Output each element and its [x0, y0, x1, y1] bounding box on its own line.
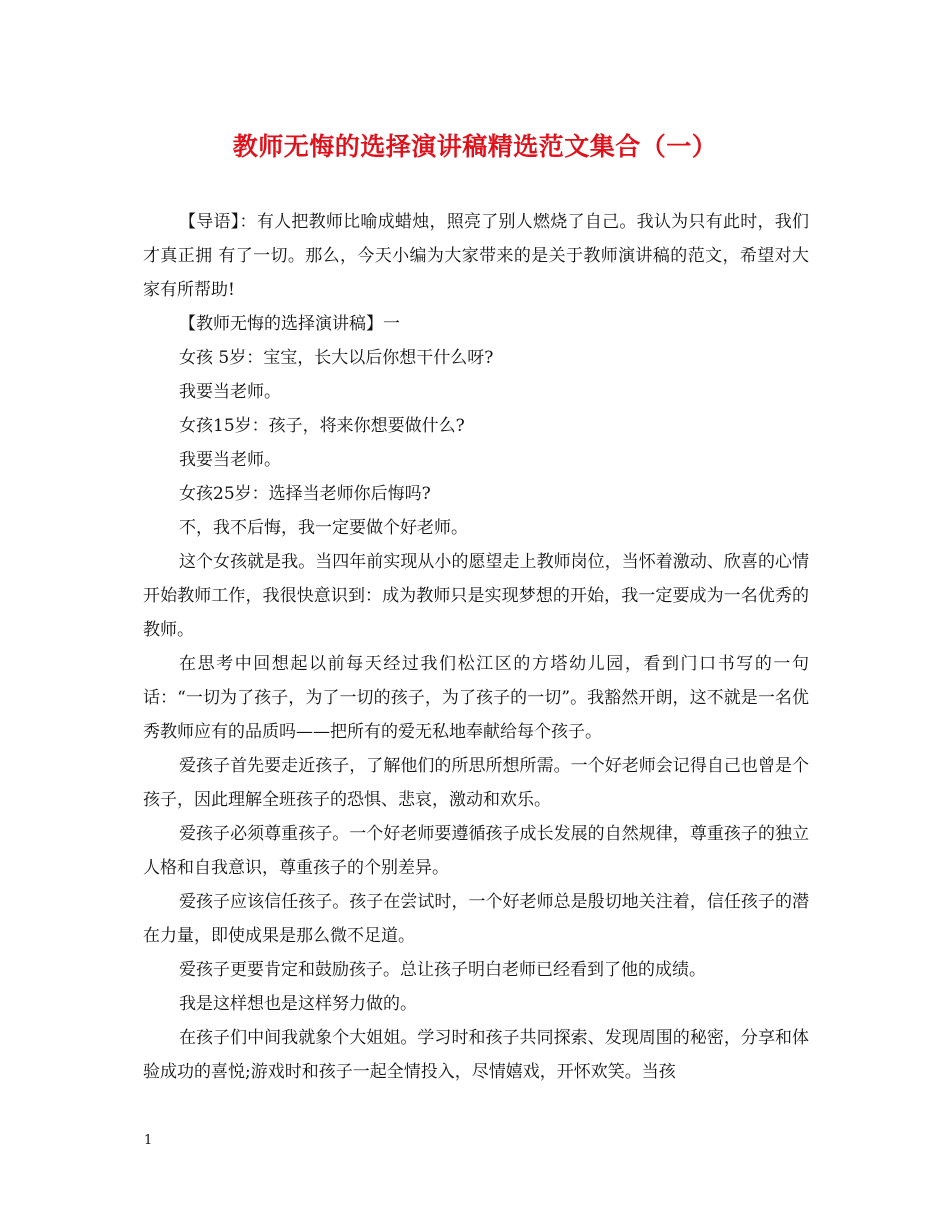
- page-number: 1: [144, 1133, 153, 1148]
- paragraph: 女孩15岁：孩子，将来你想要做什么?: [179, 416, 465, 436]
- paragraph: 我是这样想也是这样努力做的。: [179, 994, 417, 1014]
- paragraph: 爱孩子应该信任孩子。孩子在尝试时，一个好老师总是殷切地关注着，信任孩子的潜在力量，即使成果是那么微不足道。: [143, 892, 809, 946]
- paragraph: 我要当老师。: [179, 382, 281, 402]
- paragraph: 爱孩子更要肯定和鼓励孩子。总让孩子明白老师已经看到了他的成绩。: [179, 960, 706, 980]
- paragraph: 爱孩子必须尊重孩子。一个好老师要遵循孩子成长发展的自然规律，尊重孩子的独立人格和自我意识，尊重孩子的个别差异。: [143, 824, 809, 878]
- paragraph: 在思考中回想起以前每天经过我们松江区的方塔幼儿园，看到门口书写的一句话：“一切为了孩子，为了一切的孩子，为了孩子的一切”。我豁然开朗，这不就是一名优秀教师应有的品质吗——把所有的爱无私地奉献给每个孩子。: [143, 654, 809, 742]
- paragraph: 女孩25岁：选择当老师你后悔吗?: [179, 484, 431, 504]
- paragraph-intro: 【导语】：有人把教师比喻成蜡烛，照亮了别人燃烧了自己。我认为只有此时，我们才真正拥 有了一切。那么，今天小编为大家带来的是关于教师演讲稿的范文，希望对大家有所帮助!: [143, 212, 809, 300]
- paragraph: 不，我不后悔，我一定要做个好老师。: [179, 518, 468, 538]
- paragraph: 女孩 5岁：宝宝，长大以后你想干什么呀?: [179, 348, 494, 368]
- paragraph: 我要当老师。: [179, 450, 281, 470]
- paragraph: 爱孩子首先要走近孩子，了解他们的所思所想所需。一个好老师会记得自己也曾是个孩子，因此理解全班孩子的恐惧、悲哀，激动和欢乐。: [143, 756, 809, 810]
- paragraph: 这个女孩就是我。当四年前实现从小的愿望走上教师岗位，当怀着激动、欣喜的心情开始教师工作，我很快意识到：成为教师只是实现梦想的开始，我一定要成为一名优秀的教师。: [143, 552, 809, 640]
- document-body: [143, 205, 809, 1089]
- paragraph: 在孩子们中间我就象个大姐姐。学习时和孩子共同探索、发现周围的秘密，分享和体验成功的喜悦;游戏时和孩子一起全情投入，尽情嬉戏，开怀欢笑。当孩: [143, 1028, 809, 1082]
- paragraph-section-heading: 【教师无悔的选择演讲稿】一: [179, 314, 400, 334]
- document-title: 教师无悔的选择演讲稿精选范文集合（一）: [232, 132, 718, 161]
